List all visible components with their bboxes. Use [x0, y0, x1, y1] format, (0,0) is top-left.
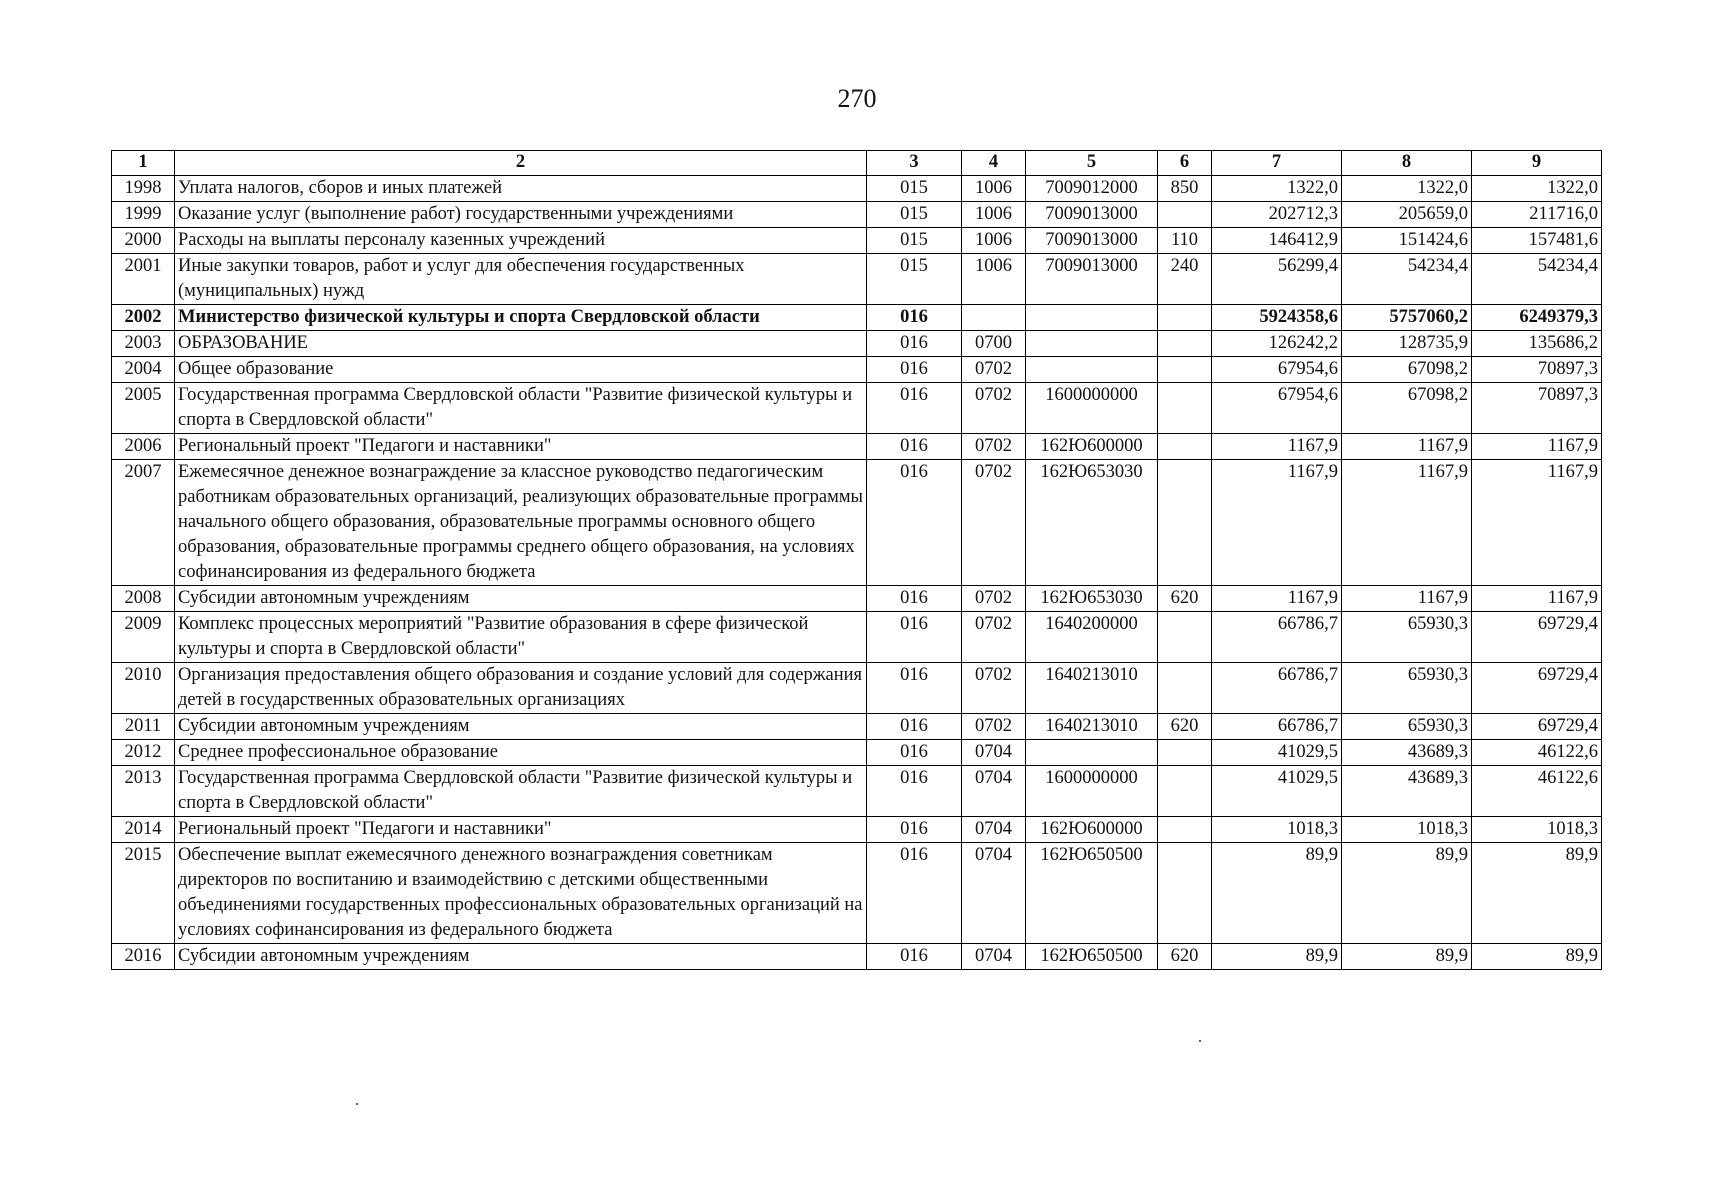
cell-expense-type — [1158, 460, 1212, 586]
cell-expense-type — [1158, 766, 1212, 817]
cell-section-code: 1006 — [962, 254, 1026, 305]
cell-ministry-code: 016 — [867, 714, 962, 740]
table-row — [112, 202, 1602, 228]
cell-expense-type — [1158, 202, 1212, 228]
cell-target-code: 162Ю653030 — [1026, 460, 1158, 586]
cell-expense-type — [1158, 383, 1212, 434]
cell-amount-col-7: 67954,6 — [1212, 383, 1342, 434]
cell-expense-type — [1158, 740, 1212, 766]
cell-amount-col-8: 43689,3 — [1342, 766, 1472, 817]
table-row — [112, 228, 1602, 254]
cell-expense-type — [1158, 843, 1212, 944]
cell-item-name: Министерство физической культуры и спорта Свердловской области — [175, 305, 867, 331]
cell-amount-col-8: 65930,3 — [1342, 714, 1472, 740]
cell-ministry-code: 016 — [867, 843, 962, 944]
cell-amount-col-7: 67954,6 — [1212, 357, 1342, 383]
table-row — [112, 944, 1602, 970]
cell-section-code — [962, 305, 1026, 331]
cell-expense-type — [1158, 357, 1212, 383]
cell-amount-col-7: 1322,0 — [1212, 176, 1342, 202]
cell-amount-col-8: 54234,4 — [1342, 254, 1472, 305]
table-row — [112, 714, 1602, 740]
cell-item-name: Комплекс процессных мероприятий "Развитие образования в сфере физической культуры и спорта в Свердловской области" — [175, 612, 867, 663]
cell-row-number: 2001 — [112, 254, 175, 305]
cell-amount-col-7: 89,9 — [1212, 843, 1342, 944]
cell-expense-type — [1158, 305, 1212, 331]
cell-expense-type — [1158, 612, 1212, 663]
scan-speck — [356, 1103, 358, 1105]
header-row — [112, 151, 1602, 176]
cell-section-code: 0704 — [962, 740, 1026, 766]
cell-row-number: 2012 — [112, 740, 175, 766]
header-col-9: 9 — [1472, 151, 1602, 176]
cell-row-number: 1999 — [112, 202, 175, 228]
cell-section-code: 0702 — [962, 383, 1026, 434]
cell-amount-col-8: 89,9 — [1342, 843, 1472, 944]
cell-expense-type: 240 — [1158, 254, 1212, 305]
cell-section-code: 0702 — [962, 714, 1026, 740]
cell-target-code: 7009013000 — [1026, 202, 1158, 228]
cell-section-code: 0704 — [962, 843, 1026, 944]
cell-ministry-code: 016 — [867, 740, 962, 766]
cell-ministry-code: 015 — [867, 254, 962, 305]
table-row — [112, 176, 1602, 202]
cell-row-number: 2013 — [112, 766, 175, 817]
cell-amount-col-9: 46122,6 — [1472, 766, 1602, 817]
cell-item-name: Организация предоставления общего образования и создание условий для содержания детей в государственных образовательных организациях — [175, 663, 867, 714]
cell-target-code — [1026, 740, 1158, 766]
cell-ministry-code: 016 — [867, 817, 962, 843]
table-row — [112, 434, 1602, 460]
cell-ministry-code: 016 — [867, 586, 962, 612]
cell-ministry-code: 016 — [867, 434, 962, 460]
cell-section-code: 1006 — [962, 228, 1026, 254]
cell-item-name: Расходы на выплаты персоналу казенных учреждений — [175, 228, 867, 254]
cell-row-number: 2014 — [112, 817, 175, 843]
scan-speck — [1199, 1040, 1201, 1042]
cell-item-name: Субсидии автономным учреждениям — [175, 944, 867, 970]
cell-target-code — [1026, 331, 1158, 357]
cell-target-code: 162Ю600000 — [1026, 817, 1158, 843]
cell-section-code: 0704 — [962, 944, 1026, 970]
cell-ministry-code: 016 — [867, 460, 962, 586]
cell-expense-type: 110 — [1158, 228, 1212, 254]
cell-ministry-code: 016 — [867, 663, 962, 714]
cell-amount-col-8: 205659,0 — [1342, 202, 1472, 228]
cell-amount-col-7: 1167,9 — [1212, 586, 1342, 612]
cell-item-name: Иные закупки товаров, работ и услуг для обеспечения государственных (муниципальных) нужд — [175, 254, 867, 305]
table-row — [112, 254, 1602, 305]
cell-amount-col-7: 1018,3 — [1212, 817, 1342, 843]
cell-amount-col-9: 70897,3 — [1472, 383, 1602, 434]
cell-amount-col-9: 135686,2 — [1472, 331, 1602, 357]
budget-table — [111, 150, 1602, 970]
cell-section-code: 0702 — [962, 434, 1026, 460]
table-body — [112, 176, 1602, 970]
cell-item-name: Ежемесячное денежное вознаграждение за классное руководство педагогическим работникам образовательных организаций, реализующих образовательные программы начального общего образования, образовательные программы основного общего образования, образовательные программы среднего общего образования, на условиях софинансирования из федерального бюджета — [175, 460, 867, 586]
cell-amount-col-8: 128735,9 — [1342, 331, 1472, 357]
table-row — [112, 305, 1602, 331]
cell-row-number: 2008 — [112, 586, 175, 612]
cell-amount-col-7: 66786,7 — [1212, 663, 1342, 714]
cell-amount-col-9: 1018,3 — [1472, 817, 1602, 843]
header-col-4: 4 — [962, 151, 1026, 176]
cell-ministry-code: 016 — [867, 612, 962, 663]
cell-amount-col-9: 1167,9 — [1472, 586, 1602, 612]
header-col-3: 3 — [867, 151, 962, 176]
cell-item-name: ОБРАЗОВАНИЕ — [175, 331, 867, 357]
cell-amount-col-7: 89,9 — [1212, 944, 1342, 970]
cell-item-name: Субсидии автономным учреждениям — [175, 586, 867, 612]
cell-amount-col-8: 67098,2 — [1342, 383, 1472, 434]
cell-target-code: 162Ю653030 — [1026, 586, 1158, 612]
cell-amount-col-7: 5924358,6 — [1212, 305, 1342, 331]
cell-amount-col-9: 1167,9 — [1472, 460, 1602, 586]
cell-target-code: 7009012000 — [1026, 176, 1158, 202]
cell-amount-col-7: 1167,9 — [1212, 434, 1342, 460]
cell-item-name: Общее образование — [175, 357, 867, 383]
cell-target-code — [1026, 357, 1158, 383]
table-row — [112, 817, 1602, 843]
cell-amount-col-8: 1018,3 — [1342, 817, 1472, 843]
cell-section-code: 0702 — [962, 586, 1026, 612]
cell-amount-col-9: 1167,9 — [1472, 434, 1602, 460]
cell-expense-type — [1158, 663, 1212, 714]
cell-ministry-code: 016 — [867, 305, 962, 331]
cell-section-code: 0700 — [962, 331, 1026, 357]
cell-row-number: 2007 — [112, 460, 175, 586]
header-col-1: 1 — [112, 151, 175, 176]
cell-target-code: 1640200000 — [1026, 612, 1158, 663]
cell-section-code: 1006 — [962, 176, 1026, 202]
table-row — [112, 383, 1602, 434]
cell-section-code: 0704 — [962, 817, 1026, 843]
cell-row-number: 1998 — [112, 176, 175, 202]
header-col-5: 5 — [1026, 151, 1158, 176]
cell-ministry-code: 016 — [867, 766, 962, 817]
cell-item-name: Обеспечение выплат ежемесячного денежного вознаграждения советникам директоров по воспитанию и взаимодействию с детскими общественными объединениями государственных профессиональных образовательных организаций на условиях софинансирования из федерального бюджета — [175, 843, 867, 944]
cell-amount-col-8: 1322,0 — [1342, 176, 1472, 202]
cell-expense-type: 620 — [1158, 944, 1212, 970]
cell-amount-col-7: 1167,9 — [1212, 460, 1342, 586]
cell-target-code — [1026, 305, 1158, 331]
cell-ministry-code: 016 — [867, 357, 962, 383]
cell-expense-type: 620 — [1158, 714, 1212, 740]
cell-amount-col-8: 1167,9 — [1342, 434, 1472, 460]
cell-amount-col-9: 89,9 — [1472, 944, 1602, 970]
cell-amount-col-9: 54234,4 — [1472, 254, 1602, 305]
cell-amount-col-9: 1322,0 — [1472, 176, 1602, 202]
cell-amount-col-7: 41029,5 — [1212, 766, 1342, 817]
cell-section-code: 0704 — [962, 766, 1026, 817]
cell-amount-col-8: 5757060,2 — [1342, 305, 1472, 331]
cell-row-number: 2002 — [112, 305, 175, 331]
cell-item-name: Оказание услуг (выполнение работ) государственными учреждениями — [175, 202, 867, 228]
cell-amount-col-7: 66786,7 — [1212, 612, 1342, 663]
cell-section-code: 0702 — [962, 612, 1026, 663]
cell-amount-col-9: 89,9 — [1472, 843, 1602, 944]
cell-target-code: 1600000000 — [1026, 766, 1158, 817]
cell-section-code: 0702 — [962, 663, 1026, 714]
cell-amount-col-8: 151424,6 — [1342, 228, 1472, 254]
cell-amount-col-8: 1167,9 — [1342, 460, 1472, 586]
cell-amount-col-9: 70897,3 — [1472, 357, 1602, 383]
cell-expense-type — [1158, 331, 1212, 357]
cell-row-number: 2010 — [112, 663, 175, 714]
cell-row-number: 2015 — [112, 843, 175, 944]
cell-target-code: 162Ю650500 — [1026, 944, 1158, 970]
cell-row-number: 2009 — [112, 612, 175, 663]
cell-amount-col-7: 202712,3 — [1212, 202, 1342, 228]
table-row — [112, 766, 1602, 817]
cell-amount-col-9: 157481,6 — [1472, 228, 1602, 254]
cell-target-code: 7009013000 — [1026, 254, 1158, 305]
cell-item-name: Региональный проект "Педагоги и наставники" — [175, 817, 867, 843]
cell-amount-col-9: 69729,4 — [1472, 612, 1602, 663]
cell-ministry-code: 015 — [867, 176, 962, 202]
cell-ministry-code: 016 — [867, 331, 962, 357]
cell-ministry-code: 016 — [867, 944, 962, 970]
cell-row-number: 2003 — [112, 331, 175, 357]
table-header — [112, 151, 1602, 176]
cell-amount-col-7: 56299,4 — [1212, 254, 1342, 305]
cell-amount-col-9: 69729,4 — [1472, 714, 1602, 740]
cell-expense-type — [1158, 434, 1212, 460]
table-row — [112, 843, 1602, 944]
cell-item-name: Государственная программа Свердловской области "Развитие физической культуры и спорта в Свердловской области" — [175, 766, 867, 817]
cell-amount-col-8: 89,9 — [1342, 944, 1472, 970]
cell-amount-col-7: 41029,5 — [1212, 740, 1342, 766]
cell-target-code: 162Ю650500 — [1026, 843, 1158, 944]
cell-amount-col-8: 1167,9 — [1342, 586, 1472, 612]
table-row — [112, 663, 1602, 714]
cell-section-code: 0702 — [962, 460, 1026, 586]
cell-amount-col-8: 43689,3 — [1342, 740, 1472, 766]
cell-amount-col-9: 46122,6 — [1472, 740, 1602, 766]
cell-amount-col-7: 146412,9 — [1212, 228, 1342, 254]
cell-row-number: 2004 — [112, 357, 175, 383]
cell-ministry-code: 015 — [867, 202, 962, 228]
cell-amount-col-7: 126242,2 — [1212, 331, 1342, 357]
table-row — [112, 612, 1602, 663]
cell-row-number: 2005 — [112, 383, 175, 434]
cell-amount-col-8: 65930,3 — [1342, 663, 1472, 714]
cell-amount-col-9: 69729,4 — [1472, 663, 1602, 714]
cell-section-code: 1006 — [962, 202, 1026, 228]
table-row — [112, 460, 1602, 586]
cell-item-name: Среднее профессиональное образование — [175, 740, 867, 766]
cell-item-name: Субсидии автономным учреждениям — [175, 714, 867, 740]
table-row — [112, 331, 1602, 357]
cell-row-number: 2011 — [112, 714, 175, 740]
cell-expense-type: 620 — [1158, 586, 1212, 612]
cell-target-code: 162Ю600000 — [1026, 434, 1158, 460]
header-col-6: 6 — [1158, 151, 1212, 176]
page-number: 270 — [837, 84, 877, 113]
cell-target-code: 1640213010 — [1026, 714, 1158, 740]
cell-target-code: 1640213010 — [1026, 663, 1158, 714]
table-row — [112, 357, 1602, 383]
cell-amount-col-9: 6249379,3 — [1472, 305, 1602, 331]
cell-target-code: 1600000000 — [1026, 383, 1158, 434]
table-row — [112, 740, 1602, 766]
cell-ministry-code: 016 — [867, 383, 962, 434]
header-col-7: 7 — [1212, 151, 1342, 176]
cell-row-number: 2006 — [112, 434, 175, 460]
cell-amount-col-9: 211716,0 — [1472, 202, 1602, 228]
cell-amount-col-8: 67098,2 — [1342, 357, 1472, 383]
cell-expense-type: 850 — [1158, 176, 1212, 202]
header-col-2: 2 — [175, 151, 867, 176]
cell-amount-col-8: 65930,3 — [1342, 612, 1472, 663]
cell-amount-col-7: 66786,7 — [1212, 714, 1342, 740]
cell-row-number: 2000 — [112, 228, 175, 254]
cell-expense-type — [1158, 817, 1212, 843]
cell-target-code: 7009013000 — [1026, 228, 1158, 254]
cell-item-name: Региональный проект "Педагоги и наставники" — [175, 434, 867, 460]
cell-ministry-code: 015 — [867, 228, 962, 254]
cell-section-code: 0702 — [962, 357, 1026, 383]
cell-row-number: 2016 — [112, 944, 175, 970]
header-col-8: 8 — [1342, 151, 1472, 176]
cell-item-name: Уплата налогов, сборов и иных платежей — [175, 176, 867, 202]
cell-item-name: Государственная программа Свердловской области "Развитие физической культуры и спорта в Свердловской области" — [175, 383, 867, 434]
table-row — [112, 586, 1602, 612]
